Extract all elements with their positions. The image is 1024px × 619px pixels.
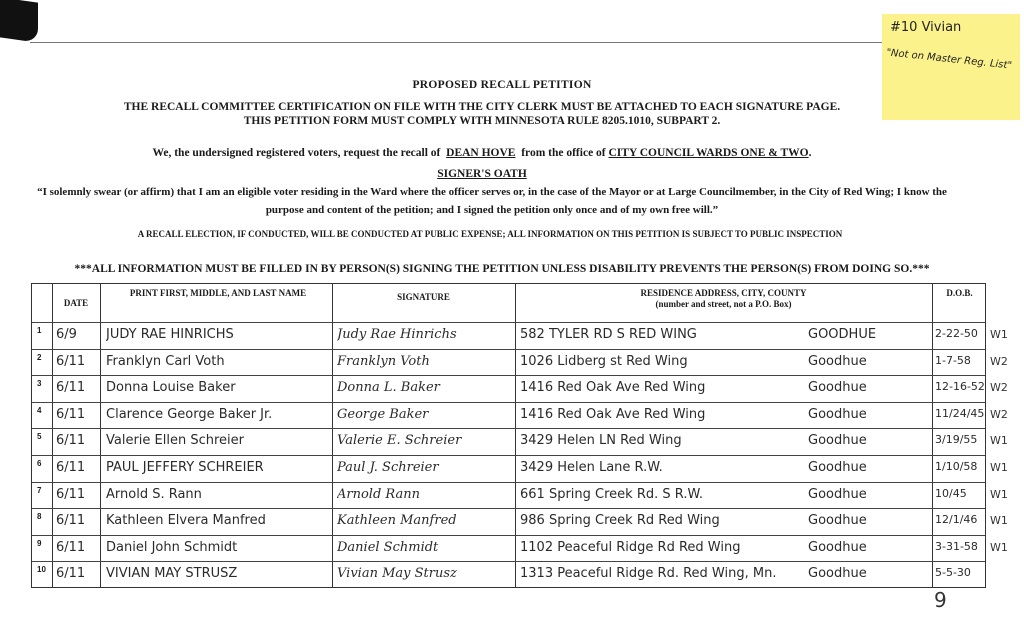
row-name: Kathleen Elvera Manfred (106, 513, 266, 529)
row-date: 6/11 (56, 353, 86, 369)
row-name: Donna Louise Baker (106, 380, 236, 396)
row-county: Goodhue (808, 486, 867, 502)
row-number: 8 (37, 512, 42, 522)
row-date: 6/11 (56, 486, 86, 502)
row-dob: 3/19/55 (935, 433, 978, 447)
row-divider (32, 455, 985, 456)
column-header-name: PRINT FIRST, MIDDLE, AND LAST NAME (129, 288, 307, 298)
row-signature: Franklyn Voth (337, 353, 430, 369)
row-number: 9 (37, 538, 42, 548)
sticky-note-line1: #10 Vivian (890, 20, 962, 35)
row-dob: 3-31-58 (935, 539, 978, 553)
row-county: Goodhue (808, 566, 867, 582)
row-signature: Valerie E. Schreier (337, 433, 462, 449)
row-date: 6/11 (56, 513, 86, 529)
row-signature: Paul J. Schreier (337, 460, 439, 475)
request-suffix: . (808, 147, 812, 159)
row-number: 2 (37, 352, 42, 362)
ward-annotation: W2 (990, 381, 1008, 395)
row-date: 6/9 (56, 327, 77, 342)
row-signature: Arnold Rann (337, 486, 420, 502)
office-name: CITY COUNCIL WARDS ONE & TWO (608, 147, 809, 159)
row-divider (32, 535, 985, 536)
row-name: Clarence George Baker Jr. (106, 406, 273, 422)
row-county: Goodhue (808, 433, 867, 449)
column-header-address (515, 288, 932, 310)
row-county: Goodhue (808, 539, 867, 555)
row-dob: 12-16-52 (935, 380, 985, 394)
row-divider (32, 349, 985, 350)
row-number: 1 (37, 326, 42, 335)
row-address: 1026 Lidberg st Red Wing (520, 353, 688, 369)
row-signature: Daniel Schmidt (337, 539, 439, 555)
row-dob: 1/10/58 (935, 460, 978, 473)
row-date: 6/11 (56, 539, 86, 555)
row-address: 3429 Helen Lane R.W. (520, 460, 663, 475)
column-header-dob: D.O.B. (946, 288, 973, 298)
row-divider (32, 428, 985, 429)
row-county: Goodhue (808, 353, 867, 369)
recall-request (0, 147, 994, 159)
row-address: 1416 Red Oak Ave Red Wing (520, 406, 706, 422)
row-date: 6/11 (56, 433, 86, 449)
ward-annotation: W2 (990, 354, 1008, 368)
address-header-main: RESIDENCE ADDRESS, CITY, COUNTY (640, 288, 807, 298)
officer-name: DEAN HOVE (446, 147, 516, 159)
row-dob: 5-5-30 (935, 566, 971, 580)
ward-annotation: W1 (990, 328, 1008, 341)
row-address: 1102 Peaceful Ridge Rd Red Wing (520, 539, 741, 555)
row-divider (32, 561, 985, 562)
row-county: GOODHUE (808, 327, 877, 342)
row-county: Goodhue (808, 380, 867, 396)
row-signature: Donna L. Baker (337, 380, 440, 396)
request-middle: from the office of (521, 147, 606, 159)
row-date: 6/11 (56, 460, 86, 475)
column-header-signature: SIGNATURE (397, 292, 450, 302)
row-dob: 11/24/45 (935, 406, 985, 420)
petition-title: PROPOSED RECALL PETITION (412, 79, 592, 91)
row-number: 3 (37, 379, 42, 389)
row-divider (32, 375, 985, 376)
row-signature: George Baker (337, 406, 429, 422)
row-number: 6 (37, 459, 42, 468)
row-name: VIVIAN MAY STRUSZ (106, 566, 238, 582)
row-number: 7 (37, 485, 42, 495)
certification-notice (0, 100, 994, 128)
row-address: 3429 Helen LN Red Wing (520, 433, 682, 449)
row-dob: 10/45 (935, 486, 967, 500)
page-edge-line (30, 42, 900, 43)
sticky-note-line2: "Not on Master Reg. List" (885, 47, 1013, 72)
row-date: 6/11 (56, 406, 86, 422)
oath-heading: SIGNER'S OATH (437, 168, 527, 180)
row-name: PAUL JEFFERY SCHREIER (106, 460, 264, 475)
row-signature: Judy Rae Hinrichs (337, 327, 457, 342)
row-dob: 12/1/46 (935, 513, 978, 527)
row-name: Franklyn Carl Voth (106, 353, 225, 369)
row-name: Valerie Ellen Schreier (106, 433, 245, 449)
row-address: 1313 Peaceful Ridge Rd. Red Wing, Mn. (520, 566, 777, 582)
row-divider (32, 482, 985, 483)
row-name: Daniel John Schmidt (106, 539, 238, 555)
address-header-sub: (number and street, not a P.O. Box) (655, 299, 792, 309)
row-number: 5 (37, 432, 42, 442)
row-divider (32, 402, 985, 403)
row-county: Goodhue (808, 460, 867, 475)
row-date: 6/11 (56, 566, 86, 582)
page-number: 9 (934, 588, 947, 612)
header-divider (32, 322, 985, 323)
oath-text: “I solemnly swear (or affirm) that I am an eligible voter residing in the Ward where the officer serves or, in the case of the Mayor or at Large Councilmember, in the City of Red Wing; I know the purpose and content of the petition; and I signed the petition only once and of my own free will.” (37, 186, 947, 216)
row-number: 4 (37, 405, 42, 415)
signature-table (31, 283, 986, 588)
row-signature: Vivian May Strusz (337, 566, 457, 582)
row-county: Goodhue (808, 406, 867, 422)
row-county: Goodhue (808, 513, 867, 529)
row-dob: 2-22-50 (935, 327, 978, 340)
row-address: 582 TYLER RD S RED WING (520, 327, 697, 342)
binder-clip-shadow (0, 0, 38, 43)
certification-line2: THIS PETITION FORM MUST COMPLY WITH MINNESOTA RULE 8205.1010, SUBPART 2. (243, 115, 721, 127)
row-signature: Kathleen Manfred (337, 513, 457, 529)
column-header-date: DATE (63, 298, 89, 308)
public-notice: A RECALL ELECTION, IF CONDUCTED, WILL BE CONDUCTED AT PUBLIC EXPENSE; ALL INFORMATION ON THIS PETITION IS SUBJECT TO PUBLIC INSPECTION (137, 229, 843, 239)
certification-line1: THE RECALL COMMITTEE CERTIFICATION ON FILE WITH THE CITY CLERK MUST BE ATTACHED TO EACH SIGNATURE PAGE. (123, 101, 841, 113)
row-divider (32, 508, 985, 509)
row-dob: 1-7-58 (935, 353, 971, 367)
fill-notice: ***ALL INFORMATION MUST BE FILLED IN BY PERSON(S) SIGNING THE PETITION UNLESS DISABILITY PREVENTS THE PERSON(S) FROM DOING SO.*** (74, 263, 930, 275)
ward-annotation: W1 (990, 461, 1008, 474)
ward-annotation: W1 (990, 514, 1008, 528)
row-number: 10 (37, 565, 46, 575)
ward-annotation: W1 (990, 487, 1008, 501)
row-address: 986 Spring Creek Rd Red Wing (520, 513, 720, 529)
row-address: 1416 Red Oak Ave Red Wing (520, 380, 706, 396)
ward-annotation: W1 (990, 540, 1008, 554)
row-name: Arnold S. Rann (106, 486, 202, 502)
row-address: 661 Spring Creek Rd. S R.W. (520, 486, 703, 502)
ward-annotation: W2 (990, 407, 1008, 421)
row-name: JUDY RAE HINRICHS (106, 327, 234, 342)
row-date: 6/11 (56, 380, 86, 396)
ward-annotation: W1 (990, 434, 1008, 448)
request-prefix: We, the undersigned registered voters, request the recall of (152, 147, 441, 159)
